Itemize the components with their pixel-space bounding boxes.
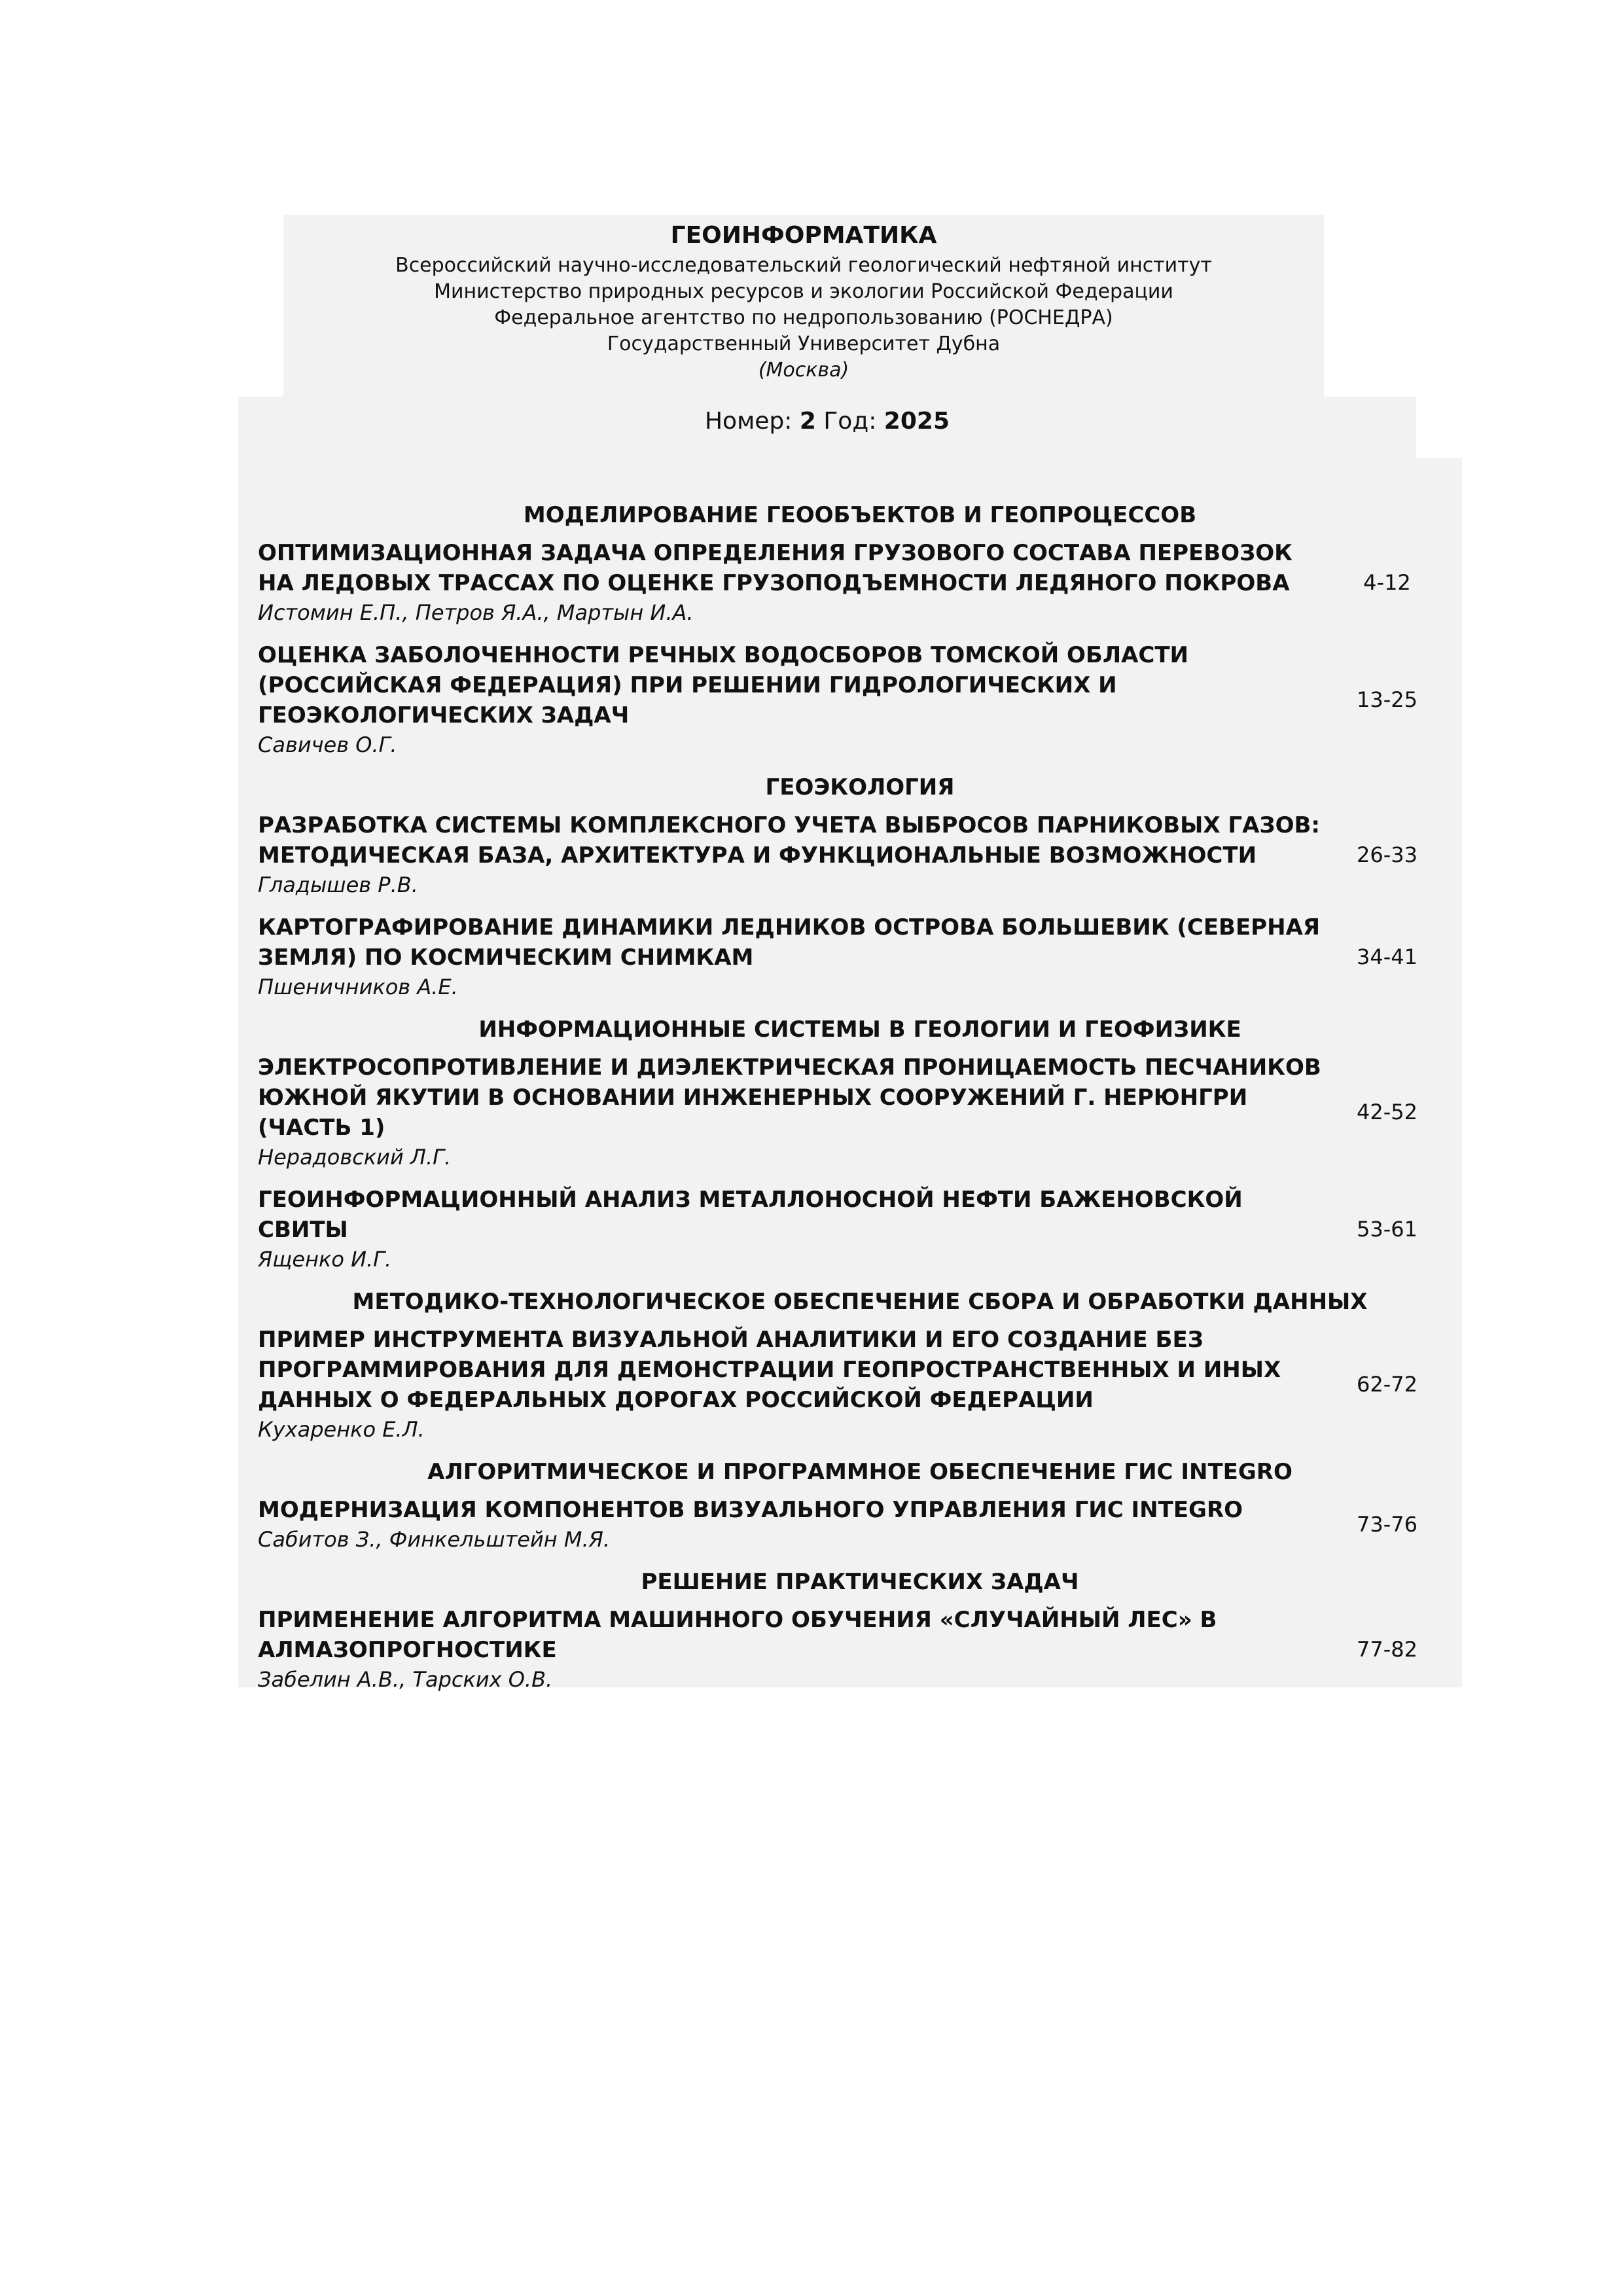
section-heading: АЛГОРИТМИЧЕСКОЕ И ПРОГРАММНОЕ ОБЕСПЕЧЕНИЕ ГИС INTEGRO [427,1459,1293,1485]
issue-year-label: Год: [823,408,877,435]
article-title[interactable]: РАЗРАБОТКА СИСТЕМЫ КОМПЛЕКСНОГО УЧЕТА ВЫБРОСОВ ПАРНИКОВЫХ ГАЗОВ: МЕТОДИЧЕСКАЯ БАЗА, АРХИТЕКТУРА И ФУНКЦИОНАЛЬНЫЕ ВОЗМОЖНОСТИ [258,812,1320,869]
journal-org: Министерство природных ресурсов и экологии Российской Федерации [434,280,1173,303]
article-authors: Нерадовский Л.Г. [258,1145,452,1170]
article-title[interactable]: ОЦЕНКА ЗАБОЛОЧЕННОСТИ РЕЧНЫХ ВОДОСБОРОВ ТОМСКОЙ ОБЛАСТИ (РОССИЙСКАЯ ФЕДЕРАЦИЯ) ПРИ РЕШЕНИИ ГИДРОЛОГИЧЕСКИХ И ГЕОЭКОЛОГИЧЕСКИХ ЗАДАЧ [258,642,1188,728]
article-pages: 26-33 [1356,842,1418,867]
article-title[interactable]: МОДЕРНИЗАЦИЯ КОМПОНЕНТОВ ВИЗУАЛЬНОГО УПРАВЛЕНИЯ ГИС INTEGRO [258,1497,1243,1523]
journal-city: (Москва) [758,359,849,382]
article-title[interactable]: ПРИМЕНЕНИЕ АЛГОРИТМА МАШИННОГО ОБУЧЕНИЯ «СЛУЧАЙНЫЙ ЛЕС» В АЛМАЗОПРОГНОСТИКЕ [258,1607,1217,1663]
section-heading: МОДЕЛИРОВАНИЕ ГЕООБЪЕКТОВ И ГЕОПРОЦЕССОВ [523,502,1197,528]
article-pages: 13-25 [1356,687,1418,712]
section-heading: ИНФОРМАЦИОННЫЕ СИСТЕМЫ В ГЕОЛОГИИ И ГЕОФИЗИКЕ [478,1016,1241,1043]
issue-number-label: Номер: [704,408,793,435]
article-authors: Ященко И.Г. [258,1247,392,1272]
section-heading: ГЕОЭКОЛОГИЯ [765,774,955,800]
toc-entry[interactable] [258,1325,1442,1444]
article-authors: Забелин А.В., Тарских О.В. [258,1667,553,1692]
article-pages: 62-72 [1356,1372,1418,1397]
article-authors: Кухаренко Е.Л. [258,1417,425,1442]
journal-org: Федеральное агентство по недропользованию (РОСНЕДРА) [494,306,1113,329]
article-authors: Сабитов З., Финкельштейн М.Я. [258,1527,611,1552]
toc-entry[interactable] [258,1052,1442,1172]
toc-entry[interactable] [258,640,1442,759]
table-of-contents [258,497,1442,1707]
toc-entry[interactable] [258,1605,1442,1694]
article-title[interactable]: ОПТИМИЗАЦИОННАЯ ЗАДАЧА ОПРЕДЕЛЕНИЯ ГРУЗОВОГО СОСТАВА ПЕРЕВОЗОК НА ЛЕДОВЫХ ТРАССАХ ПО ОЦЕНКЕ ГРУЗОПОДЪЕМНОСТИ ЛЕДЯНОГО ПОКРОВА [258,540,1293,596]
journal-org: Всероссийский научно-исследовательский геологический нефтяной институт [395,254,1212,277]
article-pages: 42-52 [1356,1100,1418,1124]
article-authors: Пшеничников А.Е. [258,975,458,999]
section-heading: МЕТОДИКО-ТЕХНОЛОГИЧЕСКОЕ ОБЕСПЕЧЕНИЕ СБОРА И ОБРАБОТКИ ДАННЫХ [352,1289,1368,1315]
article-title[interactable]: КАРТОГРАФИРОВАНИЕ ДИНАМИКИ ЛЕДНИКОВ ОСТРОВА БОЛЬШЕВИК (СЕВЕРНАЯ ЗЕМЛЯ) ПО КОСМИЧЕСКИМ СНИМКАМ [258,914,1321,971]
article-authors: Истомин Е.П., Петров Я.А., Мартын И.А. [258,600,694,625]
section-heading: РЕШЕНИЕ ПРАКТИЧЕСКИХ ЗАДАЧ [641,1569,1079,1595]
article-authors: Савичев О.Г. [258,732,397,757]
journal-title: ГЕОИНФОРМАТИКА [670,222,937,249]
toc-entry[interactable] [258,1495,1442,1554]
article-pages: 53-61 [1356,1217,1418,1242]
article-pages: 4-12 [1363,570,1411,595]
article-pages: 77-82 [1356,1637,1418,1662]
article-pages: 34-41 [1356,944,1418,969]
toc-entry[interactable] [258,912,1442,1001]
issue-info [238,402,1416,441]
journal-header [283,215,1324,384]
issue-number: 2 [799,408,816,435]
journal-org: Государственный Университет Дубна [607,332,1001,355]
toc-entry[interactable] [258,538,1442,627]
article-pages: 73-76 [1356,1512,1418,1537]
issue-year: 2025 [883,408,950,435]
article-authors: Гладышев Р.В. [258,872,418,897]
article-title[interactable]: ПРИМЕР ИНСТРУМЕНТА ВИЗУАЛЬНОЙ АНАЛИТИКИ И ЕГО СОЗДАНИЕ БЕЗ ПРОГРАММИРОВАНИЯ ДЛЯ ДЕМОНСТРАЦИИ ГЕОПРОСТРАНСТВЕННЫХ И ИНЫХ ДАННЫХ О ФЕДЕРАЛЬНЫХ ДОРОГАХ РОССИЙСКОЙ ФЕДЕРАЦИИ [258,1327,1281,1413]
toc-entry[interactable] [258,1185,1442,1274]
article-title[interactable]: ЭЛЕКТРОСОПРОТИВЛЕНИЕ И ДИЭЛЕКТРИЧЕСКАЯ ПРОНИЦАЕМОСТЬ ПЕСЧАНИКОВ ЮЖНОЙ ЯКУТИИ В ОСНОВАНИИ ИНЖЕНЕРНЫХ СООРУЖЕНИЙ Г. НЕРЮНГРИ (ЧАСТЬ 1) [258,1054,1321,1141]
article-title[interactable]: ГЕОИНФОРМАЦИОННЫЙ АНАЛИЗ МЕТАЛЛОНОСНОЙ НЕФТИ БАЖЕНОВСКОЙ СВИТЫ [258,1187,1243,1243]
toc-entry[interactable] [258,810,1442,899]
